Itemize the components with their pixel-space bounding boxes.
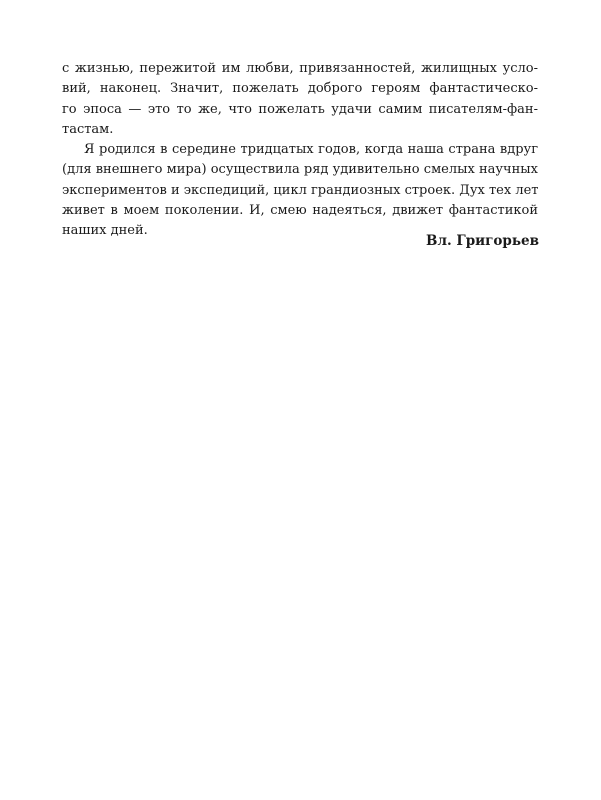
text-line: наших дней. — [62, 223, 148, 239]
body-text — [62, 59, 538, 242]
paragraph-1 — [62, 59, 538, 140]
text-line: Я родился в середине тридцатых годов, когда наша страна вдруг — [84, 142, 538, 158]
text-line: экспериментов и экспедиций, цикл грандиозных строек. Дух тех лет — [62, 182, 539, 198]
text-line: тастам. — [62, 121, 114, 137]
text-line: живет в моем поколении. И, смею надеяться, движет фантастикой — [62, 203, 538, 219]
text-line: го эпоса — это то же, что пожелать удачи самим писателям-фан- — [62, 101, 538, 117]
author-signature: Вл. Григорьев — [426, 233, 539, 249]
text-line: (для внешнего мира) осуществила ряд удивительно смелых научных — [62, 162, 538, 178]
paragraph-2 — [62, 140, 538, 241]
text-line: с жизнью, пережитой им любви, привязанностей, жилищных усло- — [62, 61, 538, 76]
text-line: вий, наконец. Значит, пожелать доброго героям фантастическо- — [62, 81, 538, 97]
